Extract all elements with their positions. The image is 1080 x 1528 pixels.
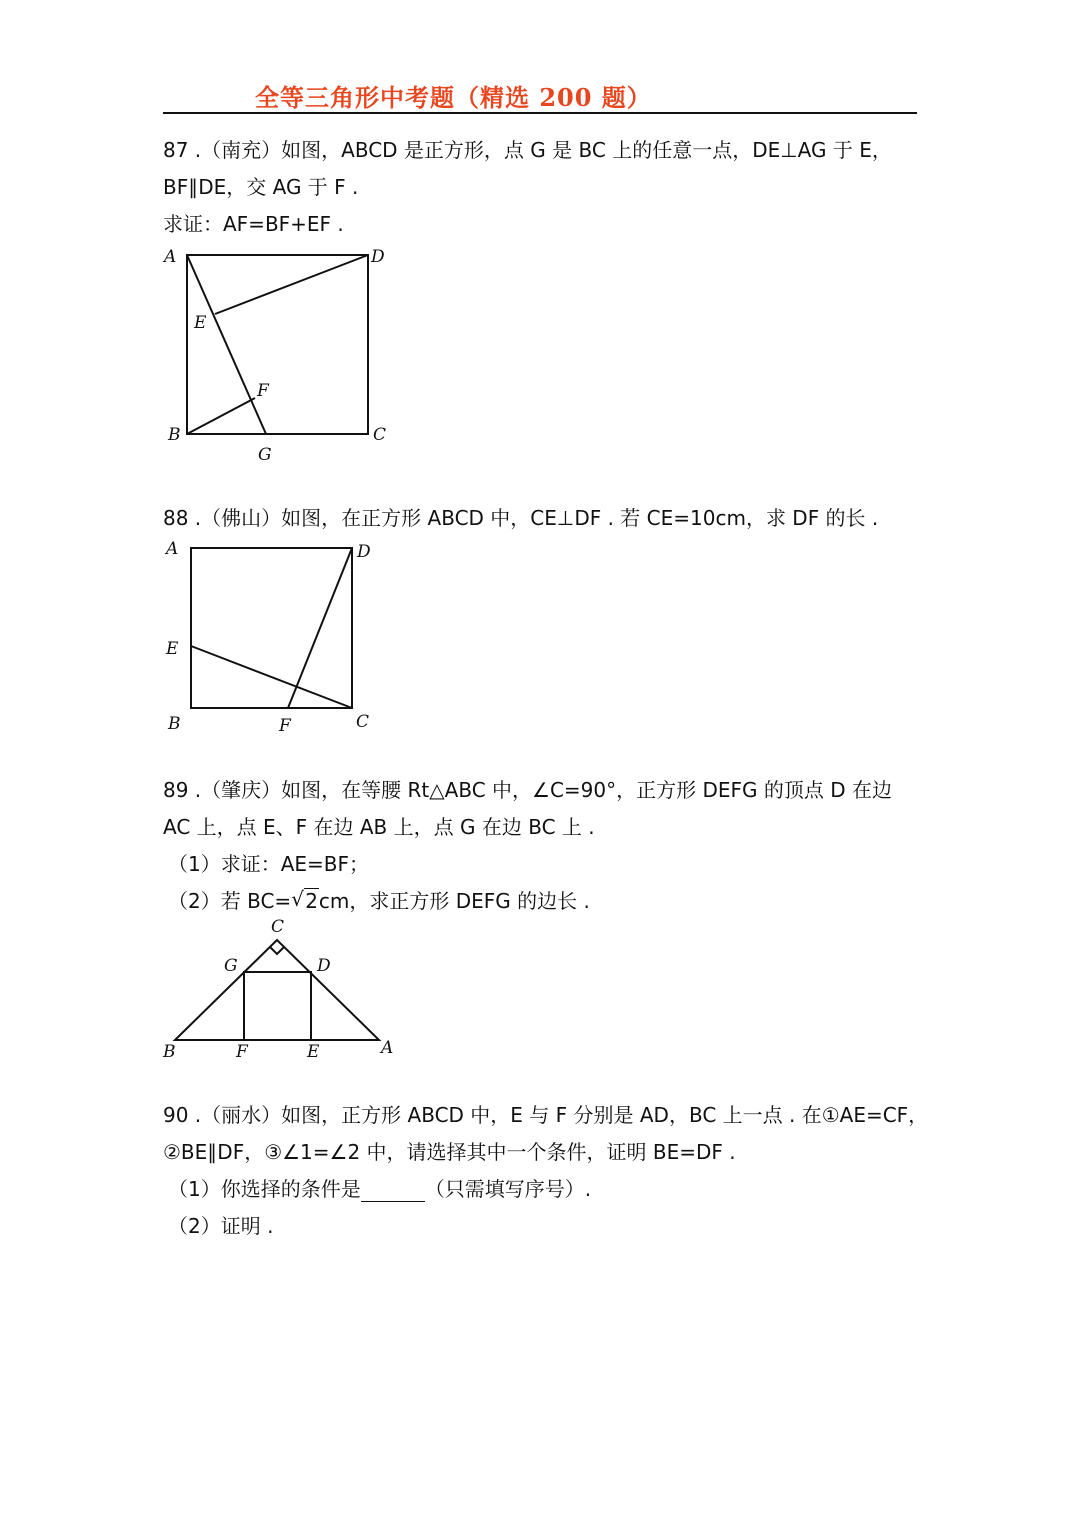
p88-segment-CE [191, 646, 352, 708]
p88-figure [160, 533, 390, 738]
p90-sub-1 [168, 1176, 591, 1202]
p89-label-C: C [271, 917, 285, 937]
p90-sub-1-prefix: （1）你选择的条件是 [168, 1177, 361, 1201]
p88-segment-DF [288, 548, 352, 708]
p90-sub-1-suffix: （只需填写序号）. [424, 1177, 592, 1201]
p90-line-2: ②BE∥DF，③∠1=∠2 中，请选择其中一个条件，证明 BE=DF . [163, 1140, 736, 1164]
p87-square [187, 255, 368, 434]
p89-label-G: G [224, 956, 238, 976]
p88-label-F: F [279, 716, 291, 736]
sqrt-radicand: 2 [305, 889, 318, 913]
p87-segment-AG [187, 255, 266, 434]
p87-segment-BF [187, 398, 255, 434]
p89-label-F: F [236, 1042, 248, 1062]
p88-label-E: E [166, 639, 179, 659]
p88-square [191, 548, 352, 708]
p87-line-3: 求证：AF=BF+EF . [163, 212, 344, 236]
p90-line-1: 90 .（丽水）如图，正方形 ABCD 中，E 与 F 分别是 AD，BC 上一点 . 在①AE=CF， [163, 1103, 929, 1127]
p87-label-D: D [371, 247, 385, 267]
sqrt-icon: √ [291, 887, 304, 911]
p87-label-A: A [164, 247, 177, 267]
p89-square-DEFG [244, 972, 311, 1040]
p89-right-angle-mark [270, 947, 284, 954]
p90-sub-2: （2）证明 . [168, 1214, 274, 1238]
p87-line-2: BF∥DE，交 AG 于 F . [163, 175, 359, 199]
p87-label-F: F [257, 381, 269, 401]
p88-label-A: A [166, 539, 179, 559]
p87-line-1: 87 .（南充）如图，ABCD 是正方形，点 G 是 BC 上的任意一点，DE⊥AG 于 E， [163, 138, 892, 162]
header-rule [163, 112, 917, 114]
sqrt-expression [291, 888, 319, 914]
p87-label-G: G [258, 445, 272, 465]
p89-line-1: 89 .（肇庆）如图，在等腰 Rt△ABC 中，∠C=90°，正方形 DEFG 的顶点 D 在边 [163, 778, 892, 802]
answer-blank[interactable] [361, 1181, 425, 1202]
p88-label-D: D [357, 542, 371, 562]
p89-sub-2 [168, 888, 590, 914]
p88-label-C: C [356, 712, 370, 732]
p89-label-E: E [307, 1042, 320, 1062]
p89-line-2: AC 上，点 E、F 在边 AB 上，点 G 在边 BC 上 . [163, 815, 595, 839]
p89-sub-2-prefix: （2）若 BC= [168, 889, 292, 913]
p89-label-D: D [317, 956, 331, 976]
p87-label-C: C [373, 425, 387, 445]
p89-figure [160, 915, 405, 1065]
p89-sub-2-suffix: cm，求正方形 DEFG 的边长 . [318, 889, 590, 913]
p89-label-A: A [381, 1038, 394, 1058]
document-title: 全等三角形中考题（精选 200 题） [255, 83, 652, 112]
p89-label-B: B [163, 1042, 176, 1062]
p87-figure [160, 242, 400, 468]
p88-line-1: 88 .（佛山）如图，在正方形 ABCD 中，CE⊥DF . 若 CE=10cm，求 DF 的长 . [163, 506, 879, 530]
p87-label-B: B [168, 425, 181, 445]
p89-sub-1: （1）求证：AE=BF； [168, 852, 370, 876]
p87-segment-DE [215, 255, 368, 314]
p87-label-E: E [194, 313, 207, 333]
p88-label-B: B [168, 714, 181, 734]
